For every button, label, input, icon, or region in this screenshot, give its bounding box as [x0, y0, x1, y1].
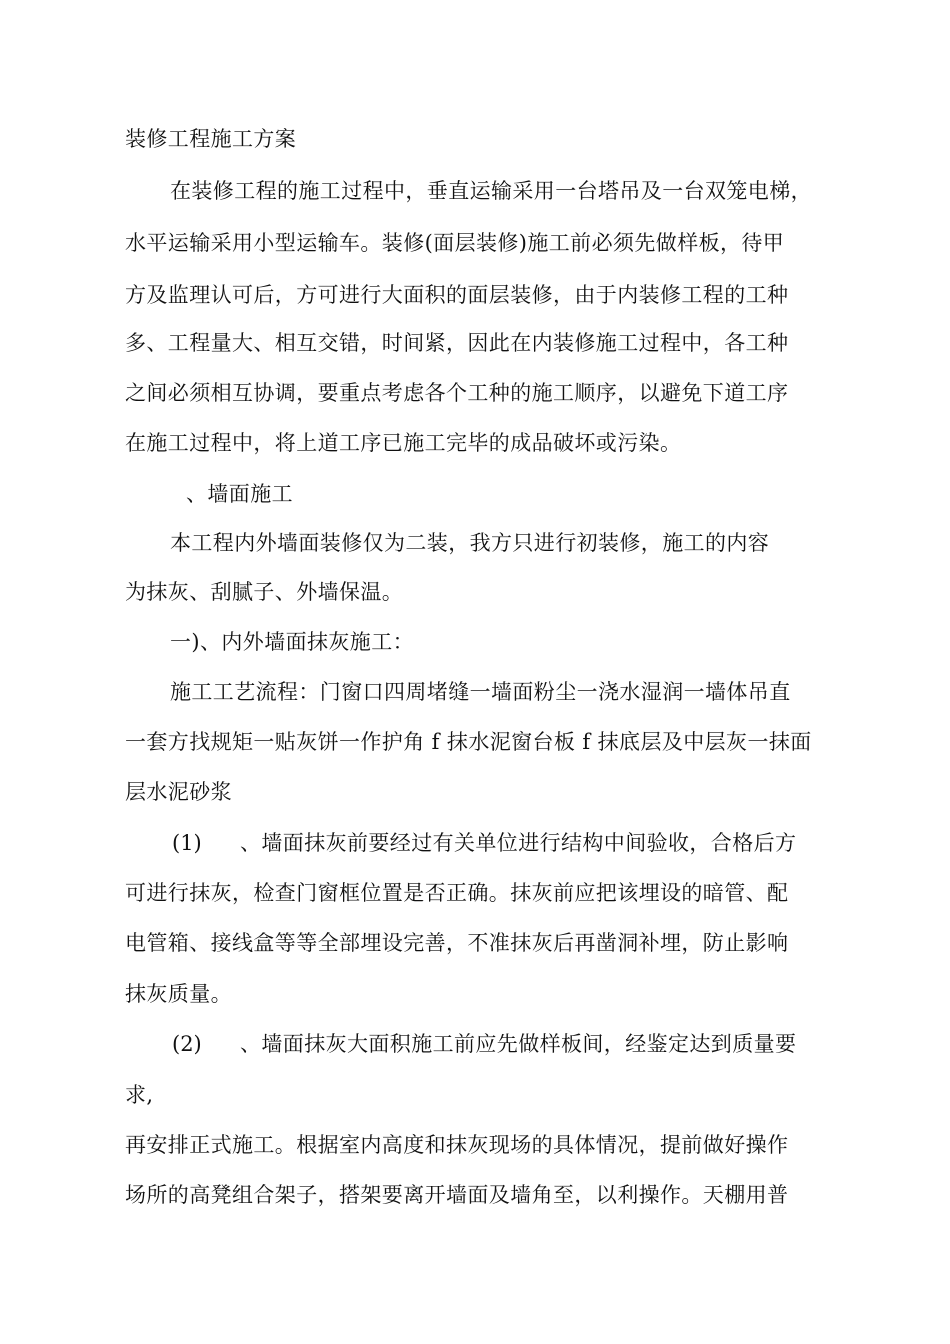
paragraph-line: 、墙面抹灰大面积施工前应先做样板间，经鉴定达到质量要 [240, 1032, 797, 1056]
paragraph-line: 再安排正式施工。根据室内高度和抹灰现场的具体情况，提前做好操作 [125, 1133, 789, 1157]
document-title: 装修工程施工方案 [125, 127, 297, 151]
paragraph-line: 在施工过程中，将上道工序已施工完毕的成品破坏或污染。 [125, 431, 682, 455]
paragraph-line: 之间必须相互协调，要重点考虑各个工种的施工顺序，以避免下道工序 [125, 381, 789, 405]
paragraph-line: 本工程内外墙面装修仅为二装，我方只进行初装修，施工的内容 [170, 531, 770, 555]
item-number: (1) [172, 831, 202, 855]
paragraph-line: 多、工程量大、相互交错，时间紧，因此在内装修施工过程中，各工种 [125, 331, 789, 355]
paragraph-line: 电管箱、接线盒等等全部埋设完善，不准抹灰后再凿洞补埋，防止影响 [125, 931, 789, 955]
paragraph-line: 方及监理认可后，方可进行大面积的面层装修，由于内装修工程的工种 [125, 283, 789, 307]
paragraph-line: 抹灰质量。 [125, 982, 232, 1006]
paragraph-line: 一套方找规矩一贴灰饼一作护角 f 抹水泥窗台板 f 抹底层及中层灰一抹面 [125, 730, 812, 754]
subsection-heading: 一)、内外墙面抹灰施工： [170, 630, 414, 654]
paragraph-line: 层水泥砂浆 [125, 780, 232, 804]
paragraph-line: 可进行抹灰，检查门窗框位置是否正确。抹灰前应把该埋设的暗管、配 [125, 881, 789, 905]
section-heading: 、墙面施工 [186, 482, 293, 506]
paragraph-line: 施工工艺流程：门窗口四周堵缝一墙面粉尘一浇水湿润一墙体吊直 [170, 680, 791, 704]
paragraph-line: 场所的高凳组合架子，搭架要离开墙面及墙角至，以利操作。天棚用普 [125, 1183, 789, 1207]
paragraph-line: 水平运输采用小型运输车。装修(面层装修)施工前必须先做样板，待甲 [125, 231, 785, 255]
paragraph-line: 求, [125, 1083, 154, 1107]
paragraph-line: 、墙面抹灰前要经过有关单位进行结构中间验收，合格后方 [240, 831, 797, 855]
item-number: (2) [172, 1032, 202, 1056]
paragraph-line: 在装修工程的施工过程中，垂直运输采用一台塔吊及一台双笼电梯， [170, 179, 812, 203]
paragraph-line: 为抹灰、刮腻子、外墙保温。 [125, 580, 404, 604]
